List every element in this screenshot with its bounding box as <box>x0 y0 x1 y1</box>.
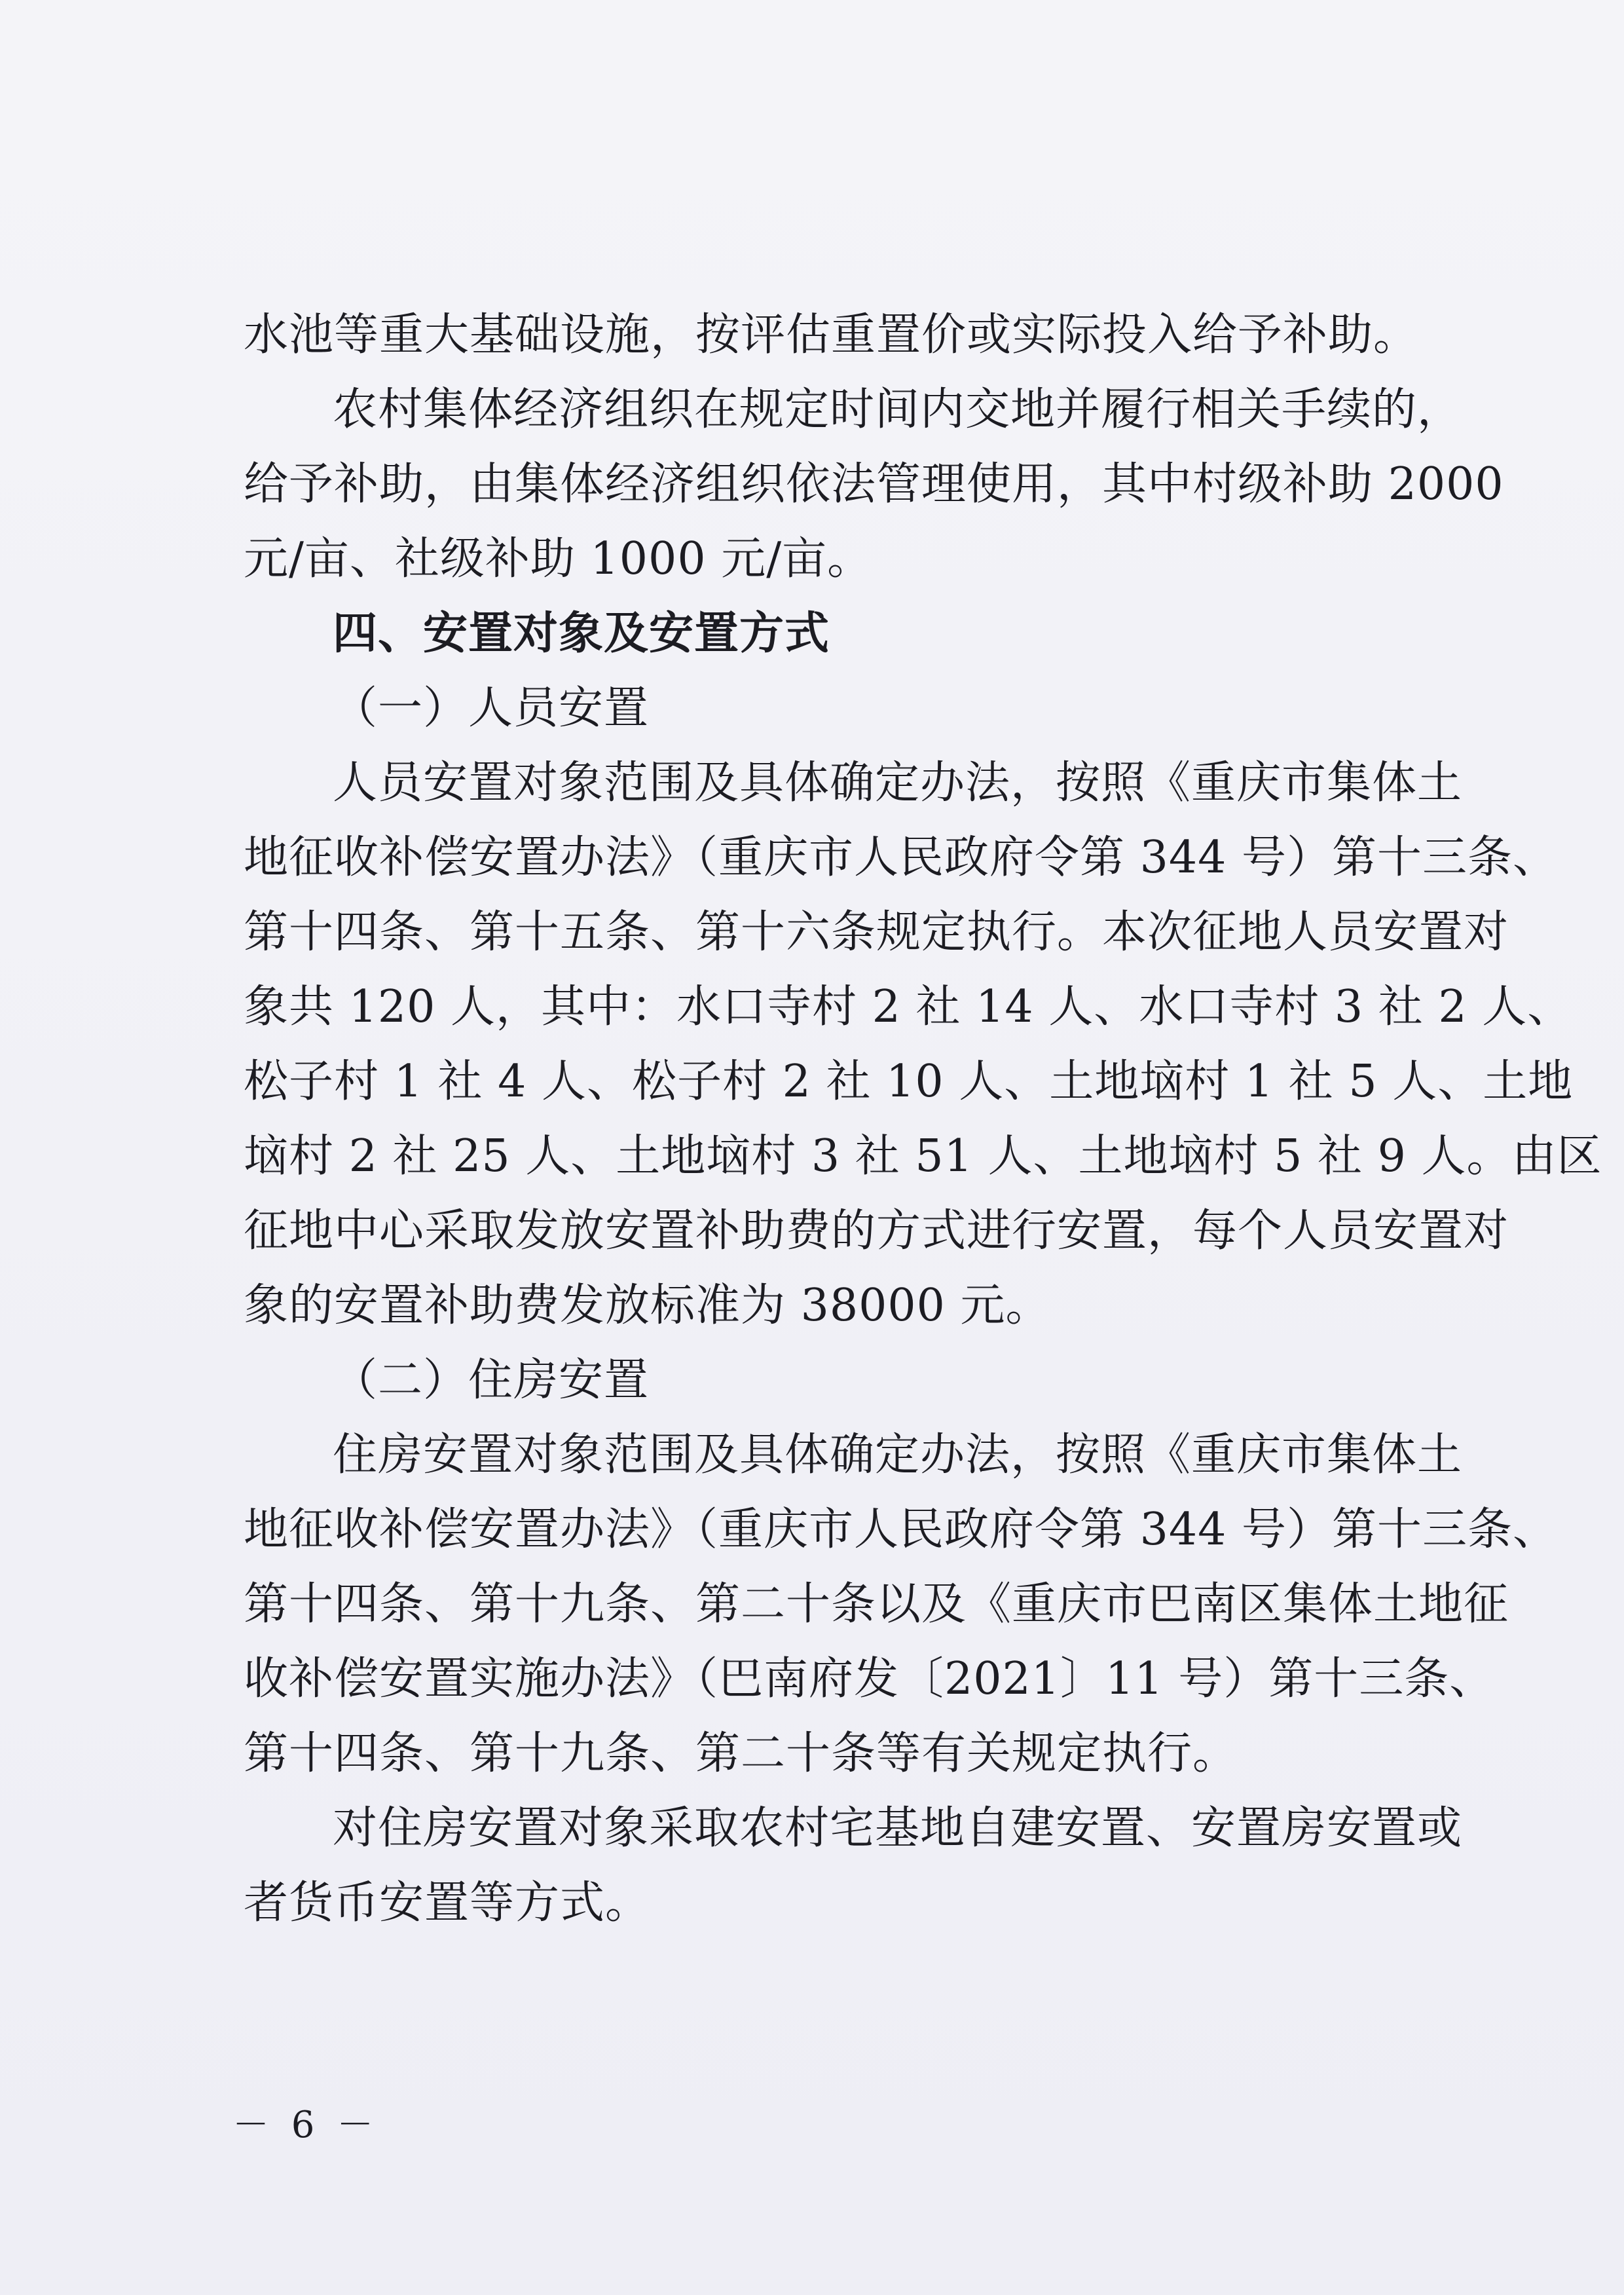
paragraph-line: 者货币安置等方式。 <box>244 1877 651 1929</box>
paragraph-line: 第十四条、第十五条、第十六条规定执行。本次征地人员安置对 <box>244 906 1509 958</box>
page-number: － 6 － <box>232 2104 379 2146</box>
paragraph-line: 农村集体经济组织在规定时间内交地并履行相关手续的， <box>333 384 1463 436</box>
paragraph-line: 住房安置对象范围及具体确定办法，按照《重庆市集体土 <box>333 1429 1463 1481</box>
paragraph-line: 水池等重大基础设施，按评估重置价或实际投入给予补助。 <box>244 309 1419 361</box>
paragraph-line: 垴村 2 社 25 人、土地垴村 3 社 51 人、土地垴村 5 社 9 人。由区 <box>244 1130 1602 1182</box>
body-text <box>244 298 1602 1941</box>
subsection-heading: （二）住房安置 <box>333 1354 650 1406</box>
paragraph-line: 人员安置对象范围及具体确定办法，按照《重庆市集体土 <box>333 757 1463 809</box>
paragraph-line: 给予补助，由集体经济组织依法管理使用，其中村级补助 2000 <box>244 458 1504 510</box>
subsection-heading: （一）人员安置 <box>333 682 650 734</box>
paragraph-line: 收补偿安置实施办法》（巴南府发〔2021〕11 号）第十三条、 <box>244 1653 1495 1705</box>
paragraph-line: 元/亩、社级补助 1000 元/亩。 <box>244 533 873 585</box>
paragraph-line: 地征收补偿安置办法》（重庆市人民政府令第 344 号）第十三条、 <box>244 832 1559 884</box>
paragraph-line: 对住房安置对象采取农村宅基地自建安置、安置房安置或 <box>333 1802 1463 1854</box>
paragraph-line: 地征收补偿安置办法》（重庆市人民政府令第 344 号）第十三条、 <box>244 1504 1559 1556</box>
paragraph-line: 征地中心采取发放安置补助费的方式进行安置，每个人员安置对 <box>244 1205 1509 1257</box>
paragraph-line: 第十四条、第十九条、第二十条等有关规定执行。 <box>244 1728 1238 1780</box>
paragraph-line: 象共 120 人，其中：水口寺村 2 社 14 人、水口寺村 3 社 2 人、 <box>244 981 1573 1033</box>
paragraph-line: 松子村 1 社 4 人、松子村 2 社 10 人、土地垴村 1 社 5 人、土地 <box>244 1056 1574 1108</box>
section-heading: 四、安置对象及安置方式 <box>333 608 830 660</box>
paragraph-line: 象的安置补助费发放标准为 38000 元。 <box>244 1280 1051 1332</box>
paragraph-line: 第十四条、第十九条、第二十条以及《重庆市巴南区集体土地征 <box>244 1578 1509 1630</box>
